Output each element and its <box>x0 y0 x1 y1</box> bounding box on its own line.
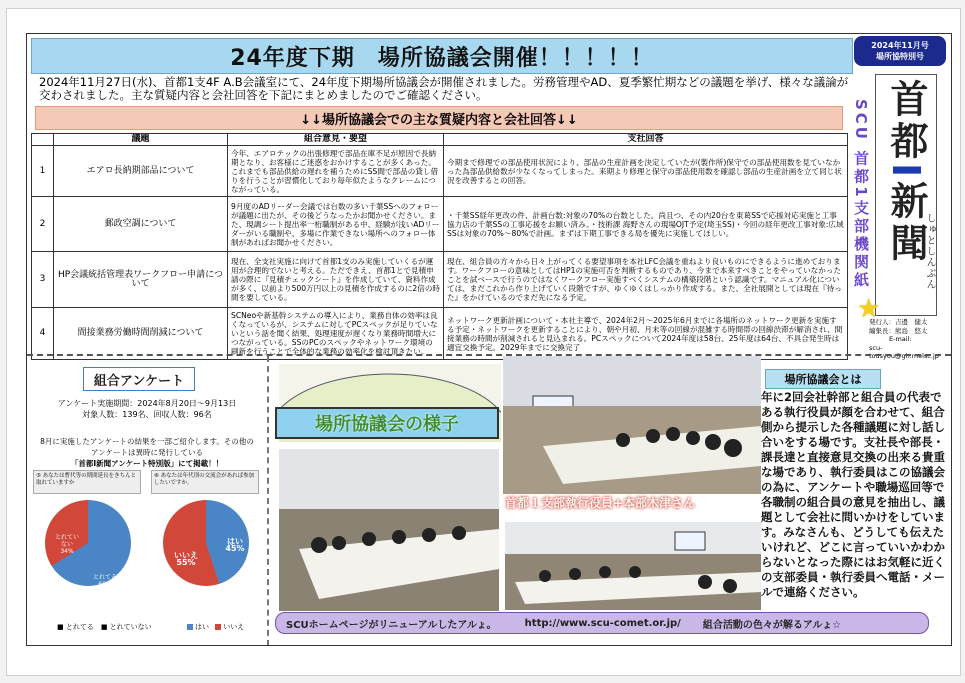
about-title: 場所協議会とは <box>765 369 881 389</box>
pie1-yes-text: とれてる <box>93 574 118 581</box>
row-union-opinion: SCNeoや新基幹システムの導入により、業務自体の効率は良くなっているが、システムに対してPCスペックが足りていないという話を聞く結果、処理速度が遅くなり業務時間増大につながっている。SSのPCのスペックやネットワーク環境の刷新を行うことで全体的な業務の効率化を検討頂きたい。 <box>228 308 444 360</box>
legend-no-swatch <box>215 624 221 630</box>
pie2-no-label <box>173 552 199 566</box>
row-union-opinion: 今年、エアロテックの出張修理で部品在庫不足が原因で長納期となり、お客様にご迷惑をおかけすることが多くあった。これまでも部品供給の遅れを補うためにSS間で部品の貸し借りを行うことが習慣化しており毎年似たようなクレームにつながっている。 <box>228 146 444 197</box>
row-topic: 郵政空調について <box>54 197 228 252</box>
paper-sheet <box>6 8 961 676</box>
pie1-legend: ■ とれてる ■ とれていない <box>57 623 152 631</box>
pie2-no-value: 55% <box>176 558 196 567</box>
masthead-kana: しゅとしんぶん <box>924 213 935 290</box>
row-topic: 間接業務労働時間削減について <box>54 308 228 360</box>
pie2-no-text: いいえ <box>174 551 198 560</box>
footer-url-link[interactable]: http://www.scu-comet.or.jp/ <box>524 617 681 629</box>
legend-no: いいえ <box>223 623 245 631</box>
table-row <box>32 308 848 360</box>
survey-question-1: ⑤ あなたは暫代等の期間延長をきちんと取れていますか <box>33 470 141 494</box>
table-row <box>32 146 848 197</box>
meeting-photo-3 <box>505 522 761 610</box>
table-row <box>32 252 848 308</box>
survey-counts: 対象人数：139名、回収人数：96名 <box>82 410 212 419</box>
about-body: 年に2回会社幹部と組合員の代表である執行役員が顔を合わせて、組合側から提示した各種議題に対し話し合いをする場です。支社長や部長・課長達と直接意見交換の出来る貴重な場であり、執行委員はこの協議会の為に、アンケートや職場巡回等で各職制の組合員の意見を抽出し、議題として会社に問いかけをしています。みなさんも、どうしても伝えたいけれど、どこに言っていいかわからないとなった際にはお気軽に近くの支部委員・執行委員へ電話・メールで連絡ください。 <box>761 390 945 599</box>
qa-banner: ↓↓場所協議会での主な質疑内容と会社回答↓↓ <box>35 106 843 130</box>
star-mascot-icon: ★ <box>857 294 881 324</box>
pie1-yes-value: 66% <box>98 581 112 588</box>
meeting-room-drawing-3 <box>505 522 761 610</box>
newsletter-page <box>26 33 952 646</box>
row-company-answer: 今期まで修理での部品使用状況により、部品の生産計画を決定していたが(製作所)保守での部品使用数を見ていなかった為部品供給数が少なくなってしまった。来期より修理と保守の部品使用数を確認し部品の生産計画を立て同じ状況を改善するとの回答。 <box>444 146 848 197</box>
issue-badge <box>854 36 946 66</box>
row-number: 4 <box>32 308 54 360</box>
pie1-no-label <box>55 534 79 555</box>
row-company-answer: ネットワーク更新計画について・本社主導で、2024年2月～2025年6月までに各場所のネットワーク更新を実施する予定・ネットワークを更新することにより、朝や月初、月末等の回線が混雑する時間帯の回線渋滞が解消され、間接業務の時間が削減されると見込まれる。PCスペックについて2024年度は58台、25年度は64台、不具合発生時は適宜交換予定。2029年までに交換完了 <box>444 308 848 360</box>
meeting-photo-1 <box>503 356 761 494</box>
footer-right-text: 組合活動の色々が解るアルょ☆ <box>702 619 842 631</box>
pie2-yes-text: はい <box>227 537 243 546</box>
header-topic: 議題 <box>54 134 228 146</box>
legend-yes-swatch <box>187 624 193 630</box>
survey-note <box>31 436 263 469</box>
survey-info <box>31 398 263 420</box>
survey-title: 組合アンケート <box>83 367 195 391</box>
masthead-title-pre: 首都 <box>884 79 928 163</box>
masthead-title-post: 新聞 <box>884 181 928 266</box>
row-topic: HP会議統括管理表ワークフロー申請について <box>54 252 228 308</box>
issuer-email[interactable]: scu-tousyou@gh.melsc.jp <box>869 343 939 360</box>
issuer-editor: 編集長：熊島 悠太 <box>869 326 928 335</box>
pie2-legend <box>187 622 244 632</box>
survey-note-line2: アンケートは異時に発行している <box>90 448 204 457</box>
row-topic: エアロ長納期部品について <box>54 146 228 197</box>
meeting-photo-2 <box>279 449 499 611</box>
row-company-answer: 現在、組合員の方々から日々上がってくる要望事項を本社LFC会議を重ねより良いものにできるように進めております。ワークフローの意味としてはHP1の実施可否を判断するものであり、今まで本来すべきことをやっていなかったことを試ベースで行うのではなくワークフロー実施すべくシステムの構築段階という認識です。マニュアル化については、まだこれから作り上げていく段階ですが、ゆくゆくはしっかり作成する。また、全社展開としては現在『待った』をかけているのでまだ先になる予定。 <box>444 252 848 308</box>
column-divider <box>267 356 269 646</box>
survey-note-line1: 8月に実施したアンケートの結果を一部ご紹介します。その他の <box>40 437 254 446</box>
header-union: 組合意見・要望 <box>228 134 444 146</box>
table-header-row <box>32 134 848 146</box>
survey-question-2: ⑥ あなたは年代別の交流会があれば参加したいですか。 <box>151 470 259 494</box>
table-row <box>32 197 848 252</box>
survey-period: アンケート実施期間：2024年8月20日～9月13日 <box>57 399 237 408</box>
meeting-room-drawing-2 <box>279 449 499 611</box>
masthead-title-i: I <box>884 163 928 182</box>
intro-text: 2024年11月27日(水)、首都1支4F A.B会議室にて、24年度下期場所協議会が開催されました。労務管理やAD、夏季繁忙期などの議題を挙げ、様々な議論が交わされました。主な質疑内容と会社回答を下記にまとめましたのでご確認ください。 <box>39 75 849 102</box>
meeting-section-title: 場所協議会の様子 <box>275 407 499 439</box>
headline: 24年度下期 場所協議会開催！！！！！ <box>31 38 853 74</box>
pie2-yes-value: 45% <box>225 544 245 553</box>
footer-banner <box>275 612 929 634</box>
row-company-answer: ・千葉SS経年更改の件、計画台数:対象の70%の台数とした。尚且つ、その内20台を東葛SSで応援対応実施と工事協力店の千葉SSの工事応援をお願い済み。・技術課 海野さんの現場OJT予定(埼玉SS)・今回の経年更改工事対象:広域SSは対象の70%～80%で計画。まずは下期工事できる局を優先に実施してほしい。 <box>444 197 848 252</box>
issue-type: 場所協特別号 <box>876 52 924 61</box>
pie1-no-value: 34% <box>60 548 74 555</box>
header-company: 支社回答 <box>444 134 848 146</box>
pie1-no-text: とれていない <box>55 534 80 548</box>
survey-note-line3: 「首都I新聞アンケート特別版」にて掲載！！ <box>70 459 224 468</box>
issuer-publisher: 発行人：吉邊 健太 <box>869 318 928 326</box>
vertical-subtitle: SCU 首都1支部機関紙 <box>852 98 870 290</box>
row-number: 1 <box>32 146 54 197</box>
issue-month: 2024年11月号 <box>871 41 929 50</box>
row-union-opinion: 現在、全支社実施に向けて首都1支のみ実施していくるが運用が合理的でないと考える。ただできえ、首都1とで見積申請の際に『見積チェックシート』を作成していて、資料作成が多く、以前より500万円以上の見積を作成するのに2倍の時間を要している。 <box>228 252 444 308</box>
masthead <box>875 74 937 316</box>
footer-left-text: SCUホームページがリニューアルしたアルょ。 <box>286 619 497 631</box>
photo-caption: 首都１支部執行役員+本部木津さん <box>505 496 696 510</box>
qa-table <box>31 133 848 360</box>
pie2-yes-label <box>223 538 247 552</box>
header-no <box>32 134 54 146</box>
pie1-yes-label <box>93 574 117 588</box>
legend-yes: はい <box>195 623 209 631</box>
row-number: 2 <box>32 197 54 252</box>
section-divider <box>27 354 951 356</box>
meeting-room-drawing <box>503 356 761 494</box>
issuer-email-label: E-mail: <box>889 335 912 343</box>
row-union-opinion: 9月度のADリーダー会議では台数の多い千葉SSへのフォローが議題に出たが、その後どうなったかお聞かせください。また、現調シート提出率一桁職制がある中、経験が浅いADリーダーがいる職制や、多場に作業できない場所へのフォロー体制があればお聞かせください。 <box>228 197 444 252</box>
row-number: 3 <box>32 252 54 308</box>
